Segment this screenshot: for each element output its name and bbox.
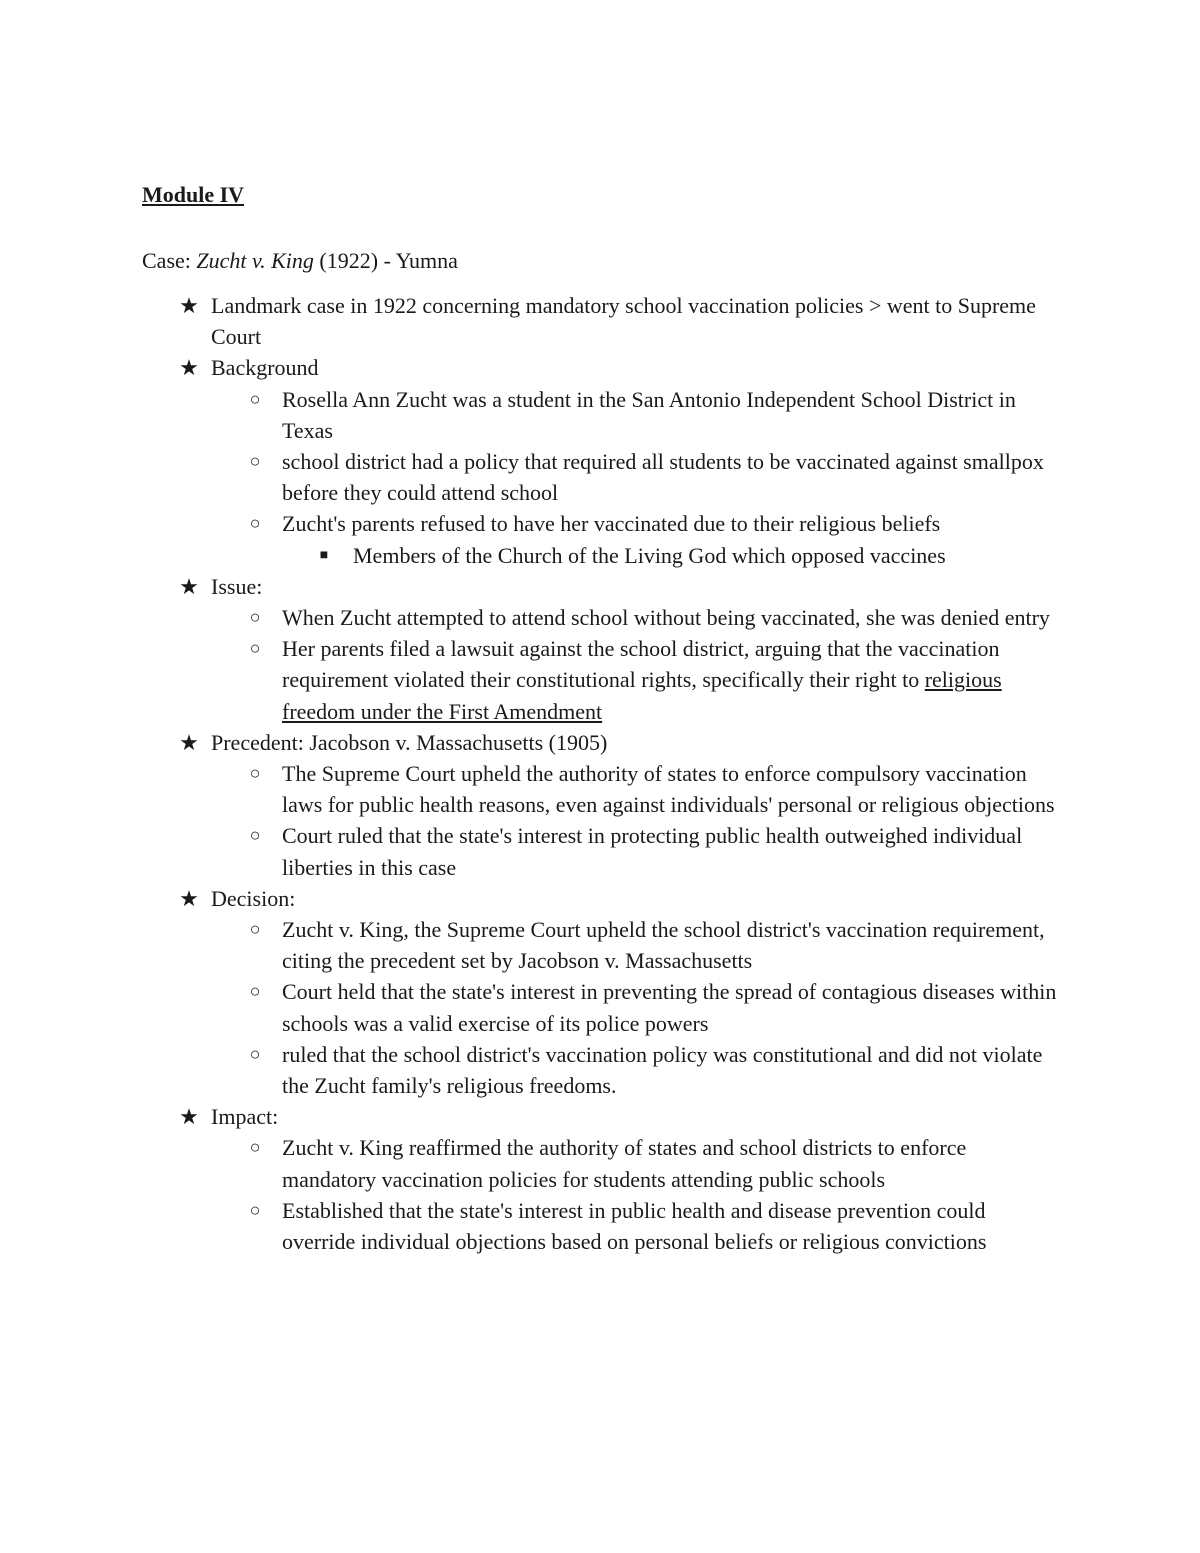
circle-bullet-icon: ○ <box>249 1043 261 1064</box>
list-item-level-2 <box>0 602 1200 633</box>
list-item-text <box>282 976 1062 1038</box>
list-item-text <box>211 571 1061 602</box>
list-item-level-2 <box>0 758 1200 820</box>
list-item-main-text: Issue: <box>211 573 263 599</box>
list-item-text <box>211 883 1061 914</box>
list-item-text <box>282 1195 1062 1257</box>
list-item-level-2 <box>0 976 1200 1038</box>
list-item-level-2 <box>0 914 1200 976</box>
list-item-main-text: Decision: <box>211 885 296 911</box>
star-bullet-icon: ★ <box>179 573 199 599</box>
list-item-text <box>282 1132 1062 1194</box>
list-item-text <box>353 540 1073 571</box>
outline-list <box>0 290 1200 1257</box>
list-item-main-text: Precedent: Jacobson v. Massachusetts (1905) <box>211 729 608 755</box>
list-item-main-text: Rosella Ann Zucht was a student in the San Antonio Independent School District in Texas <box>282 386 1016 443</box>
circle-bullet-icon: ○ <box>249 825 261 846</box>
circle-bullet-icon: ○ <box>249 1199 261 1220</box>
list-item-level-2 <box>0 820 1200 882</box>
circle-bullet-icon: ○ <box>249 388 261 409</box>
list-item-main-text: Impact: <box>211 1104 279 1130</box>
star-bullet-icon: ★ <box>179 729 199 755</box>
list-item-main-text: Background <box>211 355 319 381</box>
list-item-text <box>282 758 1062 820</box>
circle-bullet-icon: ○ <box>249 513 261 534</box>
list-item-main-text: school district had a policy that required all students to be vaccinated against smallpox before they could attend school <box>282 449 1044 506</box>
list-item-main-text: Members of the Church of the Living God which opposed vaccines <box>353 542 946 568</box>
list-item-level-1 <box>0 352 1200 383</box>
star-bullet-icon: ★ <box>179 1104 199 1130</box>
list-item-level-1 <box>0 1101 1200 1132</box>
list-item-main-text: Zucht v. King reaffirmed the authority of states and school districts to enforce mandatory vaccination policies for students attending public schools <box>282 1135 967 1192</box>
list-item-level-2 <box>0 508 1200 539</box>
list-item-text <box>282 508 1062 539</box>
list-item-level-2 <box>0 1039 1200 1101</box>
list-item-text <box>211 290 1061 352</box>
list-item-text <box>282 446 1062 508</box>
circle-bullet-icon: ○ <box>249 763 261 784</box>
list-item-level-1 <box>0 883 1200 914</box>
case-name: Zucht v. King <box>196 248 314 273</box>
list-item-text <box>211 1101 1061 1132</box>
list-item-text <box>211 352 1061 383</box>
circle-bullet-icon: ○ <box>249 607 261 628</box>
circle-bullet-icon: ○ <box>249 451 261 472</box>
list-item-level-1 <box>0 727 1200 758</box>
list-item-main-text: When Zucht attempted to attend school without being vaccinated, she was denied entry <box>282 605 1050 631</box>
page-title: Module IV <box>142 182 245 207</box>
list-item-main-text: Her parents filed a lawsuit against the school district, arguing that the vaccination requirement violated their constitutional rights, specifically their right to <box>282 636 1000 693</box>
square-bullet-icon: ■ <box>319 547 329 563</box>
list-item-level-2 <box>0 1132 1200 1194</box>
list-item-level-2 <box>0 1195 1200 1257</box>
list-item-text <box>211 727 1061 758</box>
list-item-main-text: The Supreme Court upheld the authority of states to enforce compulsory vaccination laws for public health reasons, even against individuals' personal or religious objections <box>282 761 1055 818</box>
list-item-text <box>282 384 1062 446</box>
list-item-level-2 <box>0 384 1200 446</box>
case-prefix: Case: <box>142 248 197 273</box>
star-bullet-icon: ★ <box>179 355 199 381</box>
list-item-main-text: Zucht's parents refused to have her vaccinated due to their religious beliefs <box>282 511 941 537</box>
list-item-main-text: Zucht v. King, the Supreme Court upheld the school district's vaccination requirement, citing the precedent set by Jacobson v. Massachusetts <box>282 917 1045 974</box>
list-item-main-text: ruled that the school district's vaccination policy was constitutional and did not violate the Zucht family's religious freedoms. <box>282 1041 1043 1099</box>
list-item-level-1 <box>0 571 1200 602</box>
list-item-text <box>282 602 1062 633</box>
list-item-text <box>282 633 1062 727</box>
case-heading <box>142 247 458 275</box>
list-item-text <box>282 1039 1062 1101</box>
list-item-main-text: Landmark case in 1922 concerning mandatory school vaccination policies > went to Supreme Court <box>211 293 1036 350</box>
list-item-main-text: Established that the state's interest in public health and disease prevention could override individual objections based on personal beliefs or religious convictions <box>282 1197 987 1255</box>
star-bullet-icon: ★ <box>179 885 199 911</box>
list-item-level-1 <box>0 290 1200 352</box>
circle-bullet-icon: ○ <box>249 919 261 940</box>
list-item-text <box>282 914 1062 976</box>
star-bullet-icon: ★ <box>179 293 199 318</box>
list-item-level-2 <box>0 446 1200 508</box>
circle-bullet-icon: ○ <box>249 638 261 659</box>
list-item-main-text: Court ruled that the state's interest in protecting public health outweighed individual liberties in this case <box>282 823 1023 880</box>
underlined-phrase: religious freedom under the First Amendment <box>282 667 1002 724</box>
circle-bullet-icon: ○ <box>249 981 261 1002</box>
list-item-level-2 <box>0 633 1200 727</box>
list-item-main-text: Court held that the state's interest in preventing the spread of contagious diseases within schools was a valid exercise of its police powers <box>282 979 1057 1036</box>
circle-bullet-icon: ○ <box>249 1137 261 1158</box>
list-item-text <box>282 820 1062 882</box>
list-item-level-3 <box>0 540 1200 571</box>
case-suffix: (1922) - Yumna <box>313 248 458 273</box>
